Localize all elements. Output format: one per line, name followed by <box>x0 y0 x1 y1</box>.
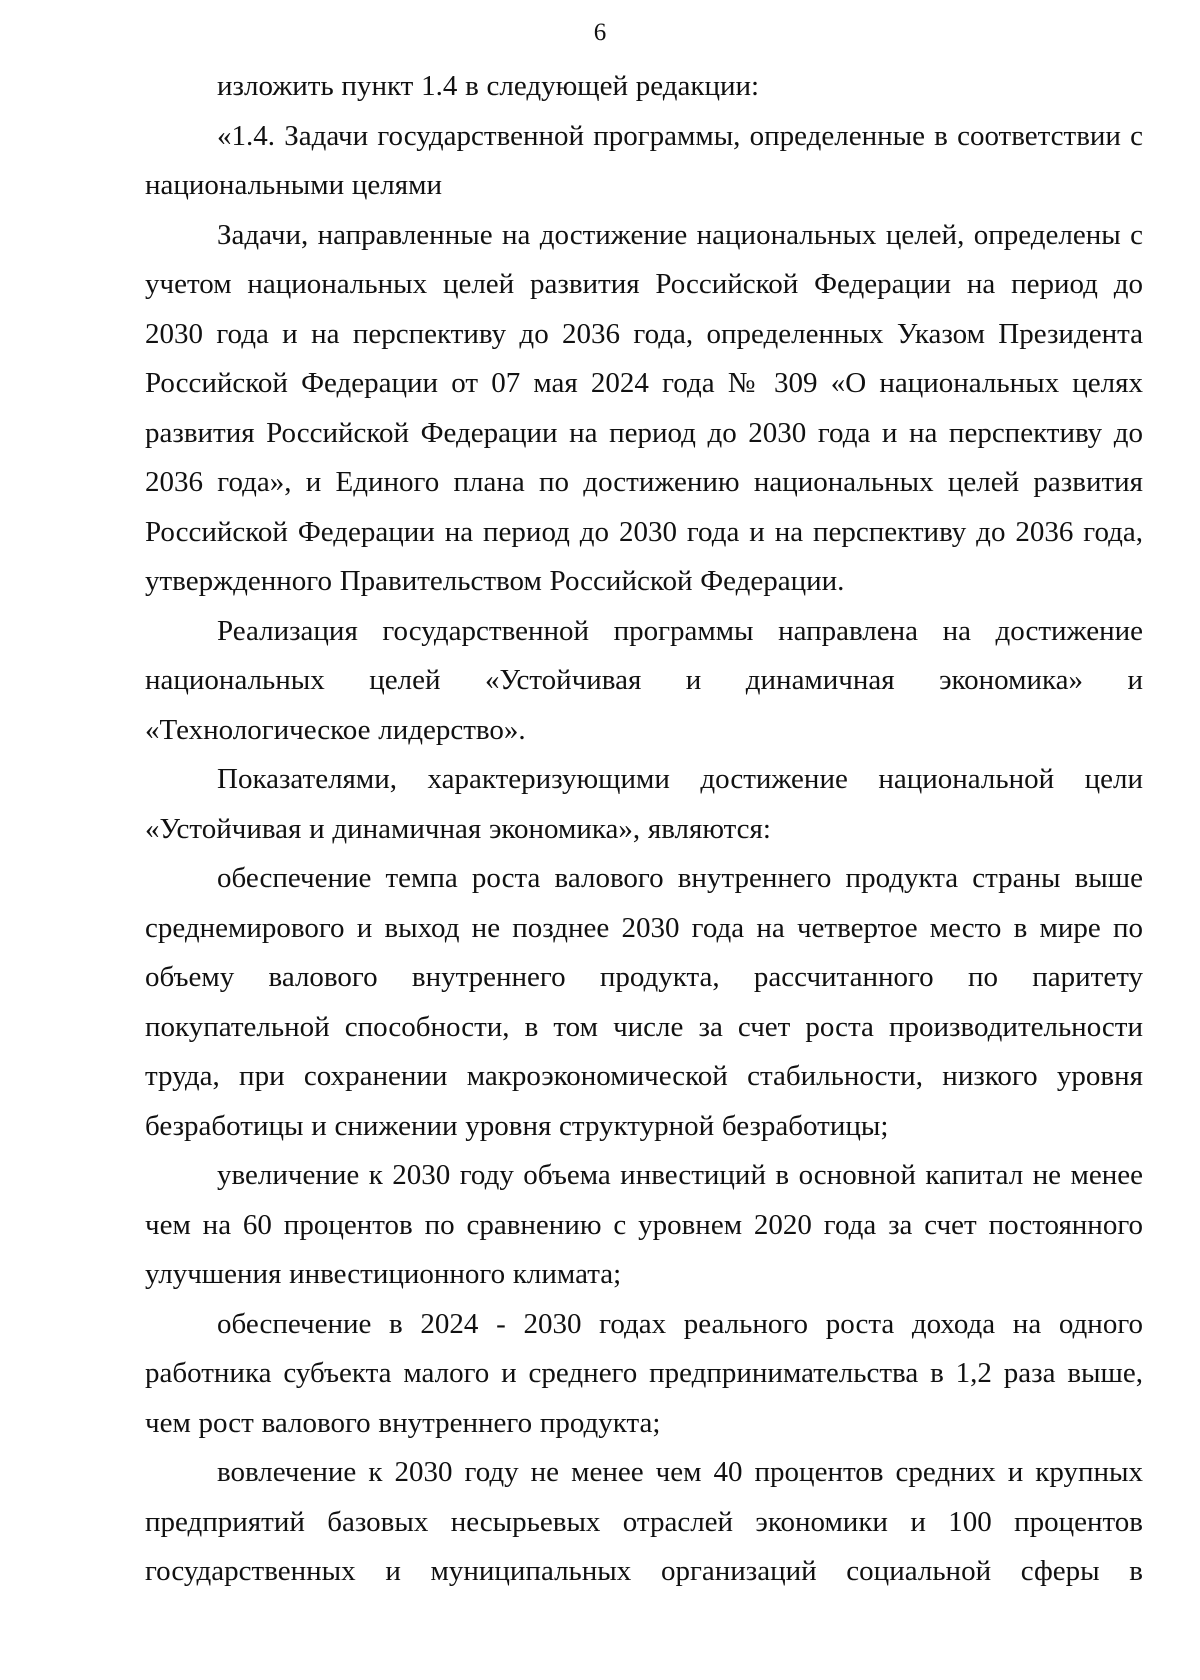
page-number: 6 <box>593 19 607 46</box>
document-body <box>145 62 1143 1597</box>
paragraph-sme-income: обеспечение в 2024 - 2030 годах реального роста дохода на одного работника субъекта малого и среднего предпринимательства в 1,2 раза выше, чем рост валового внутреннего продукта; <box>145 1307 1143 1439</box>
paragraph-enterprises: вовлечение к 2030 году не менее чем 40 процентов средних и крупных предприятий базовых несырьевых отраслей экономики и 100 процентов государственных и муниципальных организаций социальной сферы в <box>145 1456 1143 1587</box>
paragraph-investment: увеличение к 2030 году объема инвестиций в основной капитал не менее чем на 60 процентов по сравнению с уровнем 2020 года за счет постоянного улучшения инвестиционного климата; <box>145 1159 1143 1290</box>
paragraph-indicators-intro: Показателями, характеризующими достижение национальной цели «Устойчивая и динамичная экономика», являются: <box>145 763 1143 845</box>
paragraph-tasks: Задачи, направленные на достижение национальных целей, определены с учетом национальных целей развития Российской Федерации на период до 2030 года и на перспективу до 2036 года, определенных Указом Президента Российской Федерации от 07 мая 2024 года № 309 «О национальных целях развития Российской Федерации на период до 2030 года и на перспективу до 2036 года», и Единого плана по достижению национальных целей развития Российской Федерации на период до 2030 года и на перспективу до 2036 года, утвержденного Правительством Российской Федерации. <box>145 218 1143 597</box>
paragraph-program-goals: Реализация государственной программы направлена на достижение национальных целей «Устойчивая и динамичная экономика» и «Технологическое лидерство». <box>145 614 1143 746</box>
paragraph-section-heading: «1.4. Задачи государственной программы, определенные в соответствии с национальными целями <box>145 119 1143 201</box>
paragraph-gdp-growth: обеспечение темпа роста валового внутреннего продукта страны выше среднемирового и выход не позднее 2030 года на четвертое место в мире по объему валового внутреннего продукта, рассчитанного по паритету покупательной способности, в том числе за счет роста производительности труда, при сохранении макроэкономической стабильности, низкого уровня безработицы и снижении уровня структурной безработицы; <box>145 862 1143 1142</box>
paragraph-amendment-intro: изложить пункт 1.4 в следующей редакции: <box>217 70 760 102</box>
